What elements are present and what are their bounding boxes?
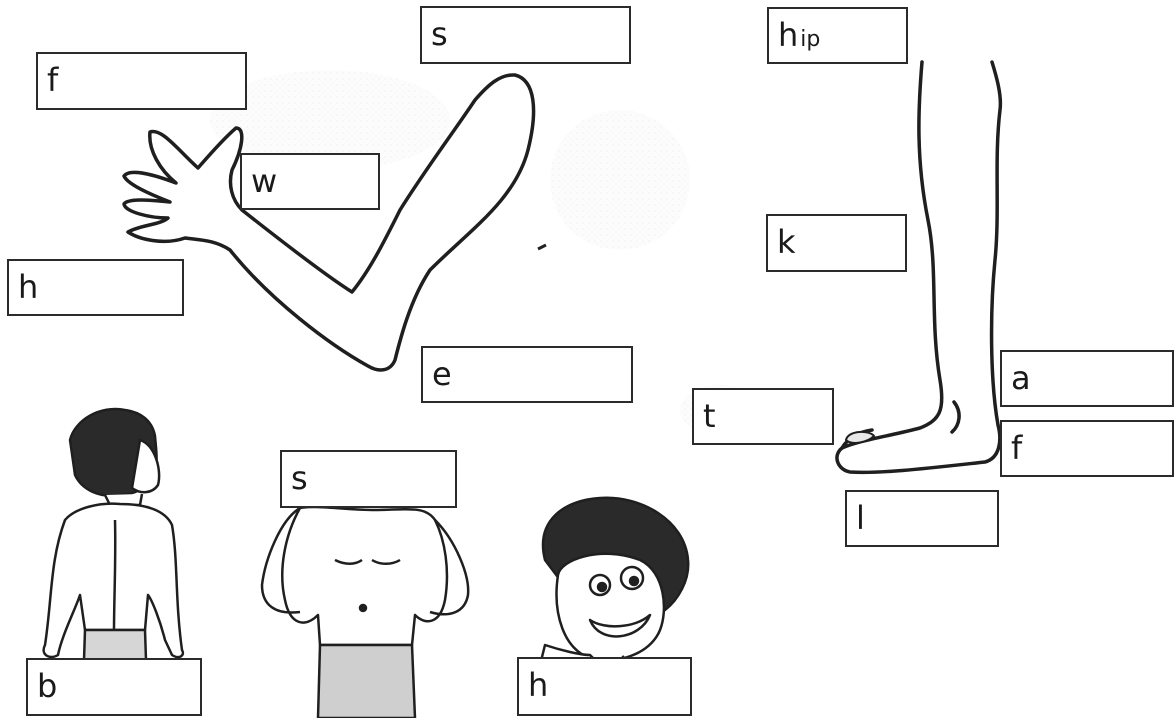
leg-label: l	[856, 499, 865, 537]
elbow-label-box[interactable]	[421, 346, 633, 403]
stomach-label: s	[291, 459, 308, 497]
elbow-label: e	[432, 355, 452, 393]
wrist-label-box[interactable]	[240, 153, 380, 210]
boy-back-illustration	[44, 409, 183, 660]
knee-label-box[interactable]	[766, 214, 907, 272]
boy-head-illustration	[540, 498, 688, 668]
foot-label-box[interactable]	[1000, 420, 1174, 477]
hip-label-letter: h	[778, 16, 799, 54]
hip-label-box[interactable]	[767, 7, 908, 64]
back-label-box[interactable]	[26, 658, 202, 716]
back-label: b	[37, 667, 58, 705]
fingers-label: f	[47, 61, 59, 99]
toes-label-box[interactable]	[692, 388, 834, 445]
stomach-label-box[interactable]	[280, 450, 457, 508]
head-label-box[interactable]	[517, 657, 692, 716]
ankle-label: a	[1011, 359, 1031, 397]
torso-illustration	[262, 507, 468, 718]
hand-label-box[interactable]	[7, 259, 184, 316]
knee-label: k	[777, 223, 796, 261]
shoulder-label-box[interactable]	[420, 6, 631, 64]
ink-mark	[538, 245, 546, 249]
hip-label-rest: ip	[800, 27, 821, 52]
toes-label: t	[703, 397, 716, 435]
shoulder-label: s	[431, 15, 448, 53]
wrist-label: w	[251, 162, 278, 200]
foot-label: f	[1011, 429, 1023, 467]
head-label: h	[528, 666, 549, 704]
ankle-label-box[interactable]	[1000, 350, 1174, 407]
hand-label: h	[18, 268, 39, 306]
leg-label-box[interactable]	[845, 490, 999, 547]
fingers-label-box[interactable]	[36, 52, 247, 110]
